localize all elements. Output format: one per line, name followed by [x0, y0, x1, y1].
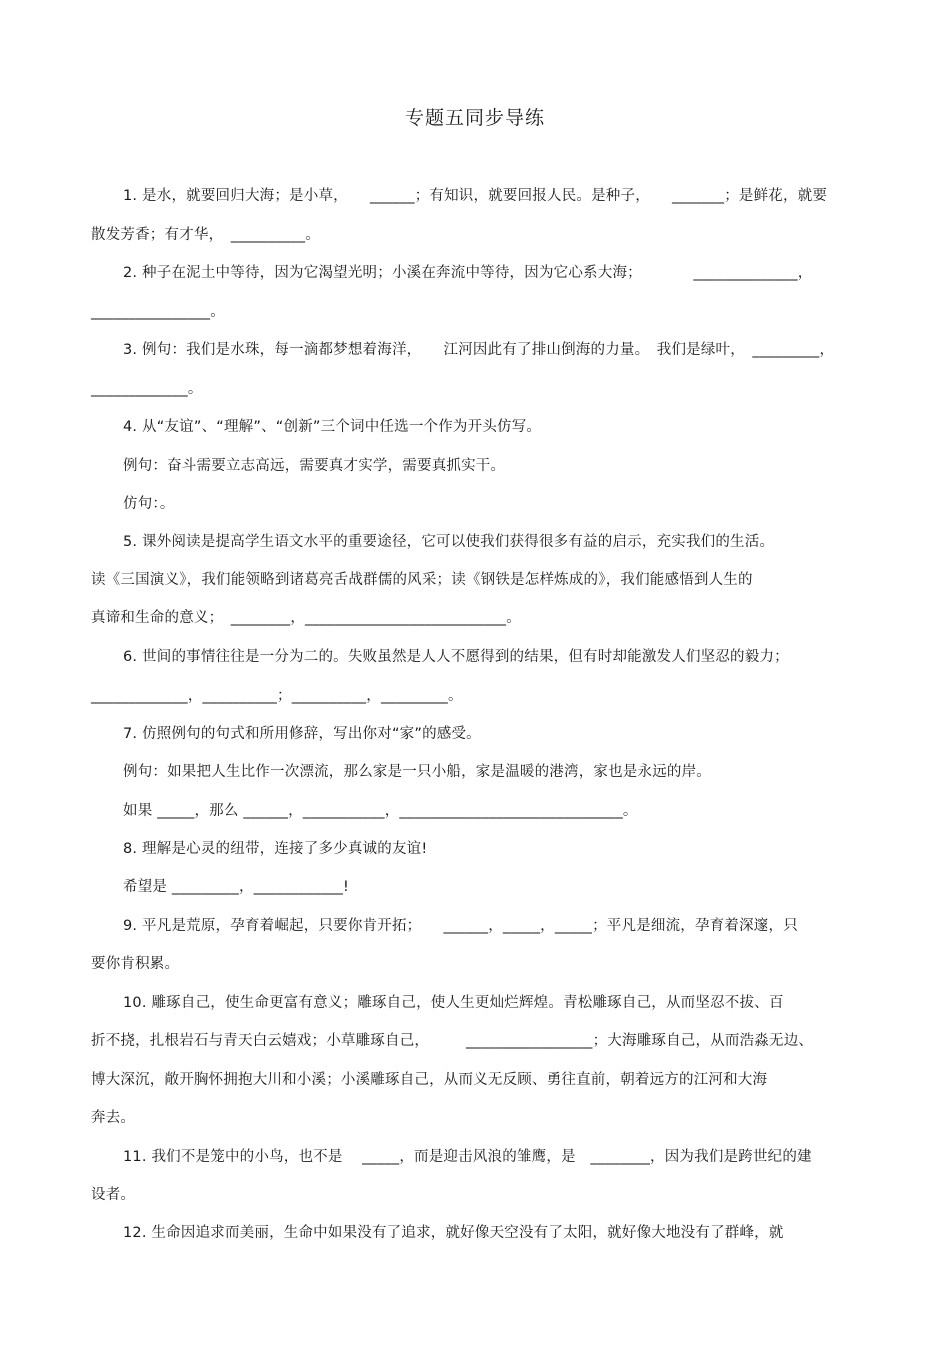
q3-line-1: 3. 例句：我们是水珠，每一滴都梦想着海洋， 江河因此有了排山倒海的力量。 我们是绿叶， _________，: [123, 342, 835, 358]
q6-line-2: _____________，__________；__________，_________。: [91, 688, 463, 704]
q9-line-1: 9. 平凡是荒原，孕育着崛起，只要你肯开拓； ______，_____，_____；平凡是细流，孕育着深邃，只: [123, 918, 798, 934]
q5-line-2: 读《三国演义》，我们能领略到诸葛亮舌战群儒的风采；读《钢铁是怎样炼成的》，我们能感悟到人生的: [91, 572, 753, 588]
q2-line-1: 2. 种子在泥土中等待，因为它渴望光明；小溪在奔流中等待，因为它心系大海； ______________，: [123, 265, 813, 281]
q2-line-2: ________________。: [91, 304, 225, 320]
q10-line-1: 10. 雕琢自己，使生命更富有意义；雕琢自己，使人生更灿烂辉煌。青松雕琢自己，从而坚忍不拔、百: [123, 995, 784, 1011]
q11-line-2: 设者。: [91, 1187, 136, 1203]
q12-line-1: 12. 生命因追求而美丽，生命中如果没有了追求，就好像天空没有了太阳，就好像大地没有了群峰，就: [123, 1225, 784, 1241]
document-title: 专题五同步导练: [404, 107, 545, 129]
q4-example: 例句：奋斗需要立志高远，需要真才实学，需要真抓实干。: [123, 458, 506, 474]
q1-line-2: 散发芳香；有才华， __________。: [91, 227, 320, 243]
q3-line-2: _____________。: [91, 381, 203, 397]
q7-example: 例句：如果把人生比作一次漂流，那么家是一只小船，家是温暖的港湾，家也是永远的岸。: [123, 764, 711, 780]
q8-answer: 希望是 _________，____________!: [123, 879, 350, 895]
q1-line-1: 1. 是水，就要回归大海；是小草， ______；有知识，就要回报人民。是种子， _______；是鲜花，就要: [123, 188, 828, 204]
q5-line-3: 真谛和生命的意义； ________，___________________________。: [91, 610, 521, 626]
q10-line-4: 奔去。: [91, 1110, 136, 1126]
q4-line-1: 4. 从“友谊”、“理解”、“创新”三个词中任选一个作为开头仿写。: [123, 419, 542, 435]
q5-line-1: 5. 课外阅读是提高学生语文水平的重要途径，它可以使我们获得很多有益的启示，充实我们的生活。: [123, 534, 775, 550]
q8-line-1: 8. 理解是心灵的纽带，连接了多少真诚的友谊!: [123, 841, 428, 857]
q10-line-3: 博大深沉，敞开胸怀拥抱大川和小溪；小溪雕琢自己，从而义无反顾、勇往直前，朝着远方的江河和大海: [91, 1072, 768, 1088]
q9-line-2: 要你肯积累。: [91, 956, 180, 972]
q10-line-2: 折不挠，扎根岩石与青天白云嬉戏；小草雕琢自己， _________________；大海雕琢自己，从而浩淼无边、: [91, 1033, 814, 1049]
q7-line-1: 7. 仿照例句的句式和所用修辞，写出你对“家”的感受。: [123, 726, 481, 742]
q7-answer: 如果 _____，那么 ______，___________，______________________________。: [123, 803, 638, 819]
q11-line-1: 11. 我们不是笼中的小鸟，也不是 _____，而是迎击风浪的雏鹰，是 ________，因为我们是跨世纪的建: [123, 1149, 812, 1165]
q6-line-1: 6. 世间的事情往往是一分为二的。失败虽然是人人不愿得到的结果，但有时却能激发人们坚忍的毅力；: [123, 649, 789, 665]
q4-answer: 仿句：。: [123, 496, 175, 512]
